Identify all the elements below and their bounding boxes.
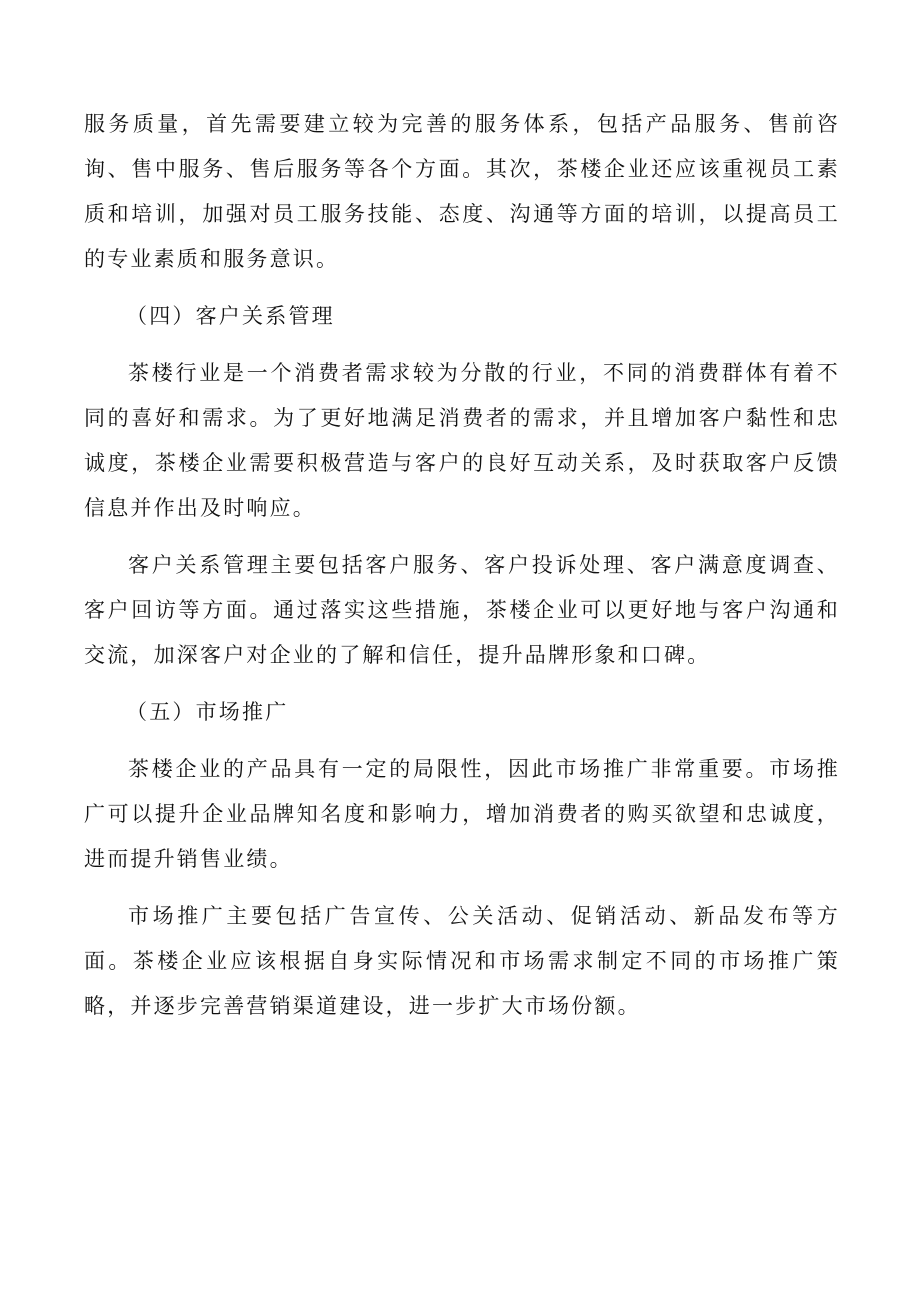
paragraph-gap bbox=[84, 339, 840, 351]
paragraph-gap bbox=[84, 735, 840, 747]
paragraph-customer-needs: 茶楼行业是一个消费者需求较为分散的行业，不同的消费群体有着不同的喜好和需求。为了更好地满足消费者的需求，并且增加客户黏性和忠诚度，茶楼企业需要积极营造与客户的良好互动关系，及时获取客户反馈信息并作出及时响应。 bbox=[84, 361, 840, 520]
paragraph-gap bbox=[84, 882, 840, 894]
paragraph-marketing-importance: 茶楼企业的产品具有一定的局限性，因此市场推广非常重要。市场推广可以提升企业品牌知名度和影响力，增加消费者的购买欲望和忠诚度，进而提升销售业绩。 bbox=[84, 757, 840, 871]
paragraph-crm-contents: 客户关系管理主要包括客户服务、客户投诉处理、客户满意度调查、客户回访等方面。通过落实这些措施，茶楼企业可以更好地与客户沟通和交流，加深客户对企业的了解和信任，提升品牌形象和口碑。 bbox=[84, 553, 840, 667]
section-heading-marketing: （五）市场推广 bbox=[126, 700, 289, 724]
section-heading-customer-relations: （四）客户关系管理 bbox=[126, 304, 335, 328]
paragraph-service-quality: 服务质量，首先需要建立较为完善的服务体系，包括产品服务、售前咨询、售中服务、售后服务等各个方面。其次，茶楼企业还应该重视员工素质和培训，加强对员工服务技能、态度、沟通等方面的培训，以提高员工的专业素质和服务意识。 bbox=[84, 112, 840, 271]
paragraph-gap bbox=[84, 282, 840, 294]
document-page bbox=[84, 102, 840, 1029]
paragraph-marketing-contents: 市场推广主要包括广告宣传、公关活动、促销活动、新品发布等方面。茶楼企业应该根据自身实际情况和市场需求制定不同的市场推广策略，并逐步完善营销渠道建设，进一步扩大市场份额。 bbox=[84, 904, 840, 1018]
paragraph-gap bbox=[84, 678, 840, 690]
paragraph-gap bbox=[84, 531, 840, 543]
